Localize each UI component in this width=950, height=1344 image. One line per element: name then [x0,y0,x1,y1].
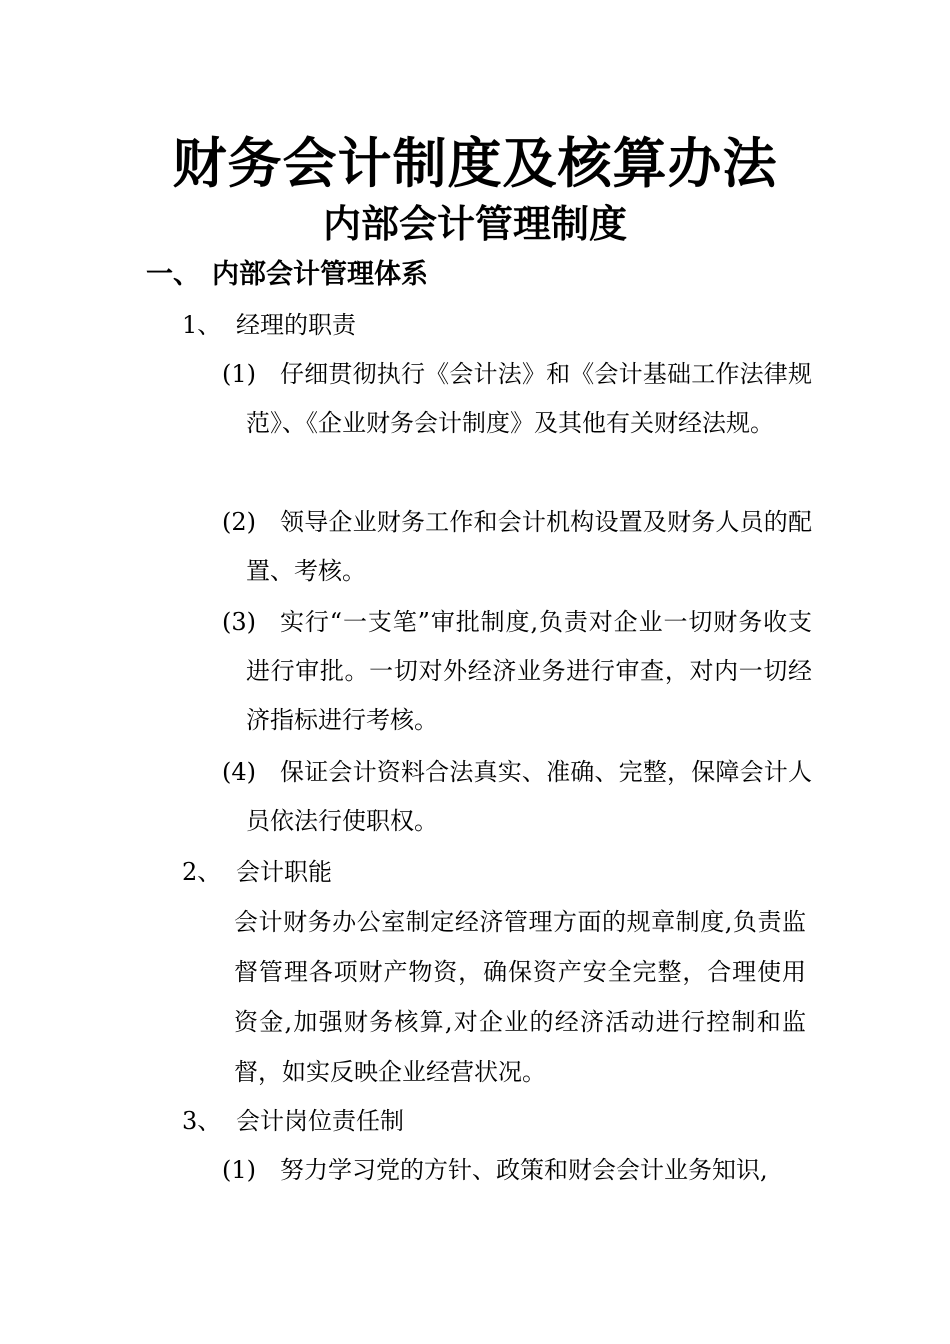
item-number: (1) [222,360,256,388]
list-item [222,748,812,846]
item-text: 实行“一支笔”审批制度,负责对企业一切财务收支进行审批。一切对外经济业务进行审查，对内一切经济指标进行考核。 [246,608,812,734]
item-text: 努力学习党的方针、政策和财会会计业务知识, [280,1156,768,1184]
subsection-title: 经理的职责 [236,311,356,339]
subsection-title: 会计职能 [236,858,332,886]
subsection-heading-1 [182,301,356,349]
item-number: (3) [222,608,256,636]
section-title: 内部会计管理体系 [212,259,428,290]
list-item [222,1146,812,1195]
list-item [222,350,812,448]
subsection-heading-2 [182,848,332,896]
paragraph: 会计财务办公室制定经济管理方面的规章制度,负责监督管理各项财产物资，确保资产安全完整，合理使用资金,加强财务核算,对企业的经济活动进行控制和监督，如实反映企业经营状况。 [234,908,806,1086]
section-number: 一、 [146,259,200,290]
section-heading [146,255,428,295]
subsection-title: 会计岗位责任制 [236,1107,404,1135]
list-item [222,498,812,596]
item-text: 仔细贯彻执行《会计法》和《会计基础工作法律规范》、《企业财务会计制度》及其他有关财经法规。 [246,360,812,437]
item-text: 保证会计资料合法真实、准确、完整，保障会计人员依法行使职权。 [246,758,812,835]
subsection-heading-3 [182,1097,404,1145]
subsection-number: 3、 [182,1107,222,1135]
item-number: (1) [222,1156,256,1184]
subsection-number: 1、 [182,311,222,339]
item-number: (4) [222,758,256,786]
subsection-number: 2、 [182,858,222,886]
item-number: (2) [222,508,256,536]
list-item [222,598,812,745]
item-text: 领导企业财务工作和会计机构设置及财务人员的配置、考核。 [246,508,812,585]
document-title: 财务会计制度及核算办法 [172,132,778,195]
document-subtitle: 内部会计管理制度 [322,202,627,246]
